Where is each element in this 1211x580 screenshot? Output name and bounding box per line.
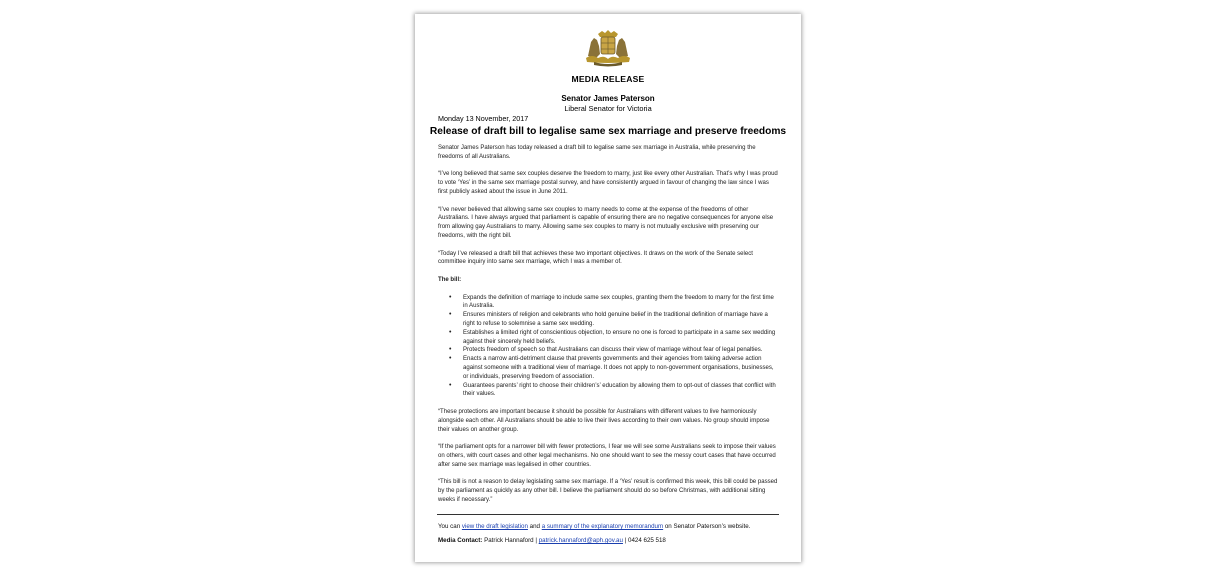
bill-point: • Guarantees parents’ right to choose their children’s’ education by allowing them to opt-out of classes that conflict with their values. bbox=[463, 382, 778, 400]
bill-point: • Expands the definition of marriage to include same sex couples, granting them the freedom to marry for the first time in Australia. bbox=[463, 294, 778, 312]
explanatory-memorandum-link[interactable]: a summary of the explanatory memorandum bbox=[541, 523, 664, 530]
bill-point: • Establishes a limited right of conscientious objection, to ensure no one is forced to participate in a same sex wedding against their sincerely held beliefs. bbox=[463, 329, 778, 347]
release-body bbox=[438, 144, 778, 513]
release-date: Monday 13 November, 2017 bbox=[438, 114, 529, 123]
footer-and: and bbox=[529, 523, 540, 530]
quote-paragraph-6: “This bill is not a reason to delay legislating same sex marriage. If a ‘Yes’ result is confirmed this week, this bill could be passed by the parliament as quickly as any other bill. I believe the parliament should do so before Christmas, with additional sitting weeks if necessary.” bbox=[438, 479, 778, 503]
media-contact-line bbox=[438, 537, 788, 544]
quote-paragraph-1: “I’ve long believed that same sex couples deserve the freedom to marry, just like every other Australian. That’s why I was proud to vote ‘Yes’ in the same sex marriage postal survey, and have consistently argued in favour of changing the law since I was first publicly asked about the issue in June 2011. bbox=[438, 171, 778, 195]
quote-paragraph-5: “If the parliament opts for a narrower bill with fewer protections, I fear we will see some Australians seek to impose their values on others, with court cases and other legal mechanisms. No one should want to see the messy court cases that have occurred after same sex marriage was legalised in other countries. bbox=[438, 444, 776, 468]
quote-paragraph-3: “Today I’ve released a draft bill that achieves these two important objectives. It draws on the work of the Senate select committee inquiry into same sex marriage, which I was a member of. bbox=[438, 250, 753, 266]
media-contact-phone: | 0424 625 518 bbox=[624, 537, 666, 544]
senator-name: Senator James Paterson bbox=[561, 94, 655, 103]
bill-points-list bbox=[438, 294, 778, 400]
media-contact-name: Patrick Hannaford | bbox=[484, 537, 537, 544]
bill-heading: The bill: bbox=[438, 276, 462, 283]
bill-point: • Ensures ministers of religion and celebrants who hold genuine belief in the traditional definition of marriage have a right to refuse to solemnise a same sex wedding. bbox=[463, 311, 778, 329]
footer-divider bbox=[437, 514, 779, 515]
intro-paragraph: Senator James Paterson has today released a draft bill to legalise same sex marriage in Australia, while preserving the freedoms of all Australians. bbox=[438, 145, 756, 160]
quote-paragraph-2: “I’ve never believed that allowing same sex couples to marry needs to come at the expense of the freedoms of other Australians. I have always argued that parliament is capable of ensuring there are no negative consequences for anyone else from allowing gay Australians to marry. Allowing same sex couples to marry is not mutually exclusive with preserving our freedoms, with the right bill. bbox=[438, 206, 774, 239]
footer-links-line bbox=[438, 523, 788, 530]
media-contact-email-link[interactable]: patrick.hannaford@aph.gov.au bbox=[538, 537, 623, 544]
footer-you-can: You can bbox=[438, 523, 461, 530]
bill-point: • Enacts a narrow anti-detriment clause that prevents governments and their agencies from taking adverse action against someone with a traditional view of marriage. It does not apply to non-government organisations, businesses, or individuals, preserving freedom of association. bbox=[463, 355, 778, 381]
bill-point: • Protects freedom of speech so that Australians can discuss their view of marriage without fear of legal penalties. bbox=[463, 346, 778, 355]
document-page bbox=[415, 14, 801, 562]
media-contact-label: Media Contact: bbox=[438, 537, 483, 544]
quote-paragraph-4: “These protections are important because it should be possible for Australians with different values to live harmoniously alongside each other. All Australians should be able to live their lives according to their own values. No group should impose their values on another group. bbox=[438, 408, 770, 433]
footer-website-text: on Senator Paterson’s website. bbox=[664, 523, 751, 530]
media-release-label: MEDIA RELEASE bbox=[571, 74, 645, 84]
headline: Release of draft bill to legalise same sex marriage and preserve freedoms bbox=[429, 126, 787, 137]
draft-legislation-link[interactable]: view the draft legislation bbox=[461, 523, 528, 530]
senator-role: Liberal Senator for Victoria bbox=[564, 104, 652, 113]
coat-of-arms-icon bbox=[582, 28, 634, 68]
